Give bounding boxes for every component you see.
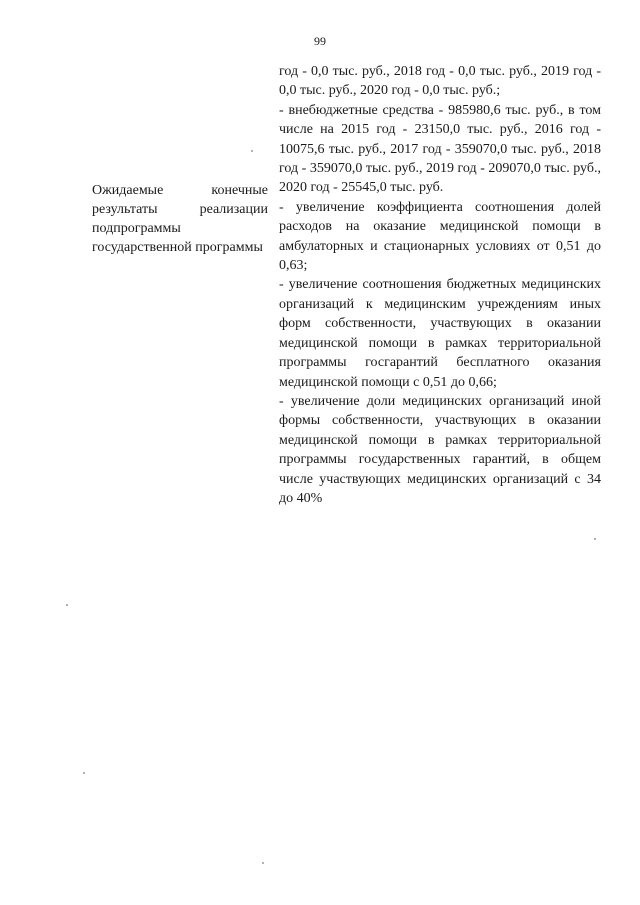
extrabudgetary-funding: - внебюджетные средства - 985980,6 тыс. руб., в том числе на 2015 год - 23150,0 тыс. руб., 2016 год - 10075,6 тыс. руб., 2017 год - 359070,0 тыс. руб., 2018 год - 359070,0 тыс. руб., 2019 год - 209070,0 тыс. руб., 2020 год - 25545,0 тыс. руб. xyxy=(279,102,601,196)
page-number: 99 xyxy=(314,34,326,48)
expected-results-label: Ожидаемые конечные результаты реализации подпрограммы государственной программы xyxy=(92,183,268,255)
scan-speck xyxy=(83,772,85,774)
result-item-1: - увеличение коэффициента соотношения долей расходов на оказание медицинской помощи в амбулаторных и стационарных условиях от 0,51 до 0,63; xyxy=(279,199,601,274)
scan-speck xyxy=(66,604,68,606)
funding-continuation: год - 0,0 тыс. руб., 2018 год - 0,0 тыс. руб., 2019 год - 0,0 тыс. руб., 2020 год - 0,0 тыс. руб.; xyxy=(279,64,601,99)
scan-speck xyxy=(262,862,264,864)
result-item-2: - увеличение соотношения бюджетных медицинских организаций к медицинским учреждениям иных форм собственности, участвующих в оказании медицинской помощи в рамках территориальной программы госгарантий бесплатного оказания медицинской помощи с 0,51 до 0,66; xyxy=(279,277,601,390)
program-details-text xyxy=(279,62,601,508)
result-item-3: - увеличение доли медицинских организаций иной формы собственности, участвующих в оказании медицинской помощи в рамках территориальной программы государственных гарантий, в общем числе участвующих медицинских организаций с 34 до 40% xyxy=(279,393,601,506)
scan-speck xyxy=(594,538,596,540)
scan-speck xyxy=(251,150,253,152)
